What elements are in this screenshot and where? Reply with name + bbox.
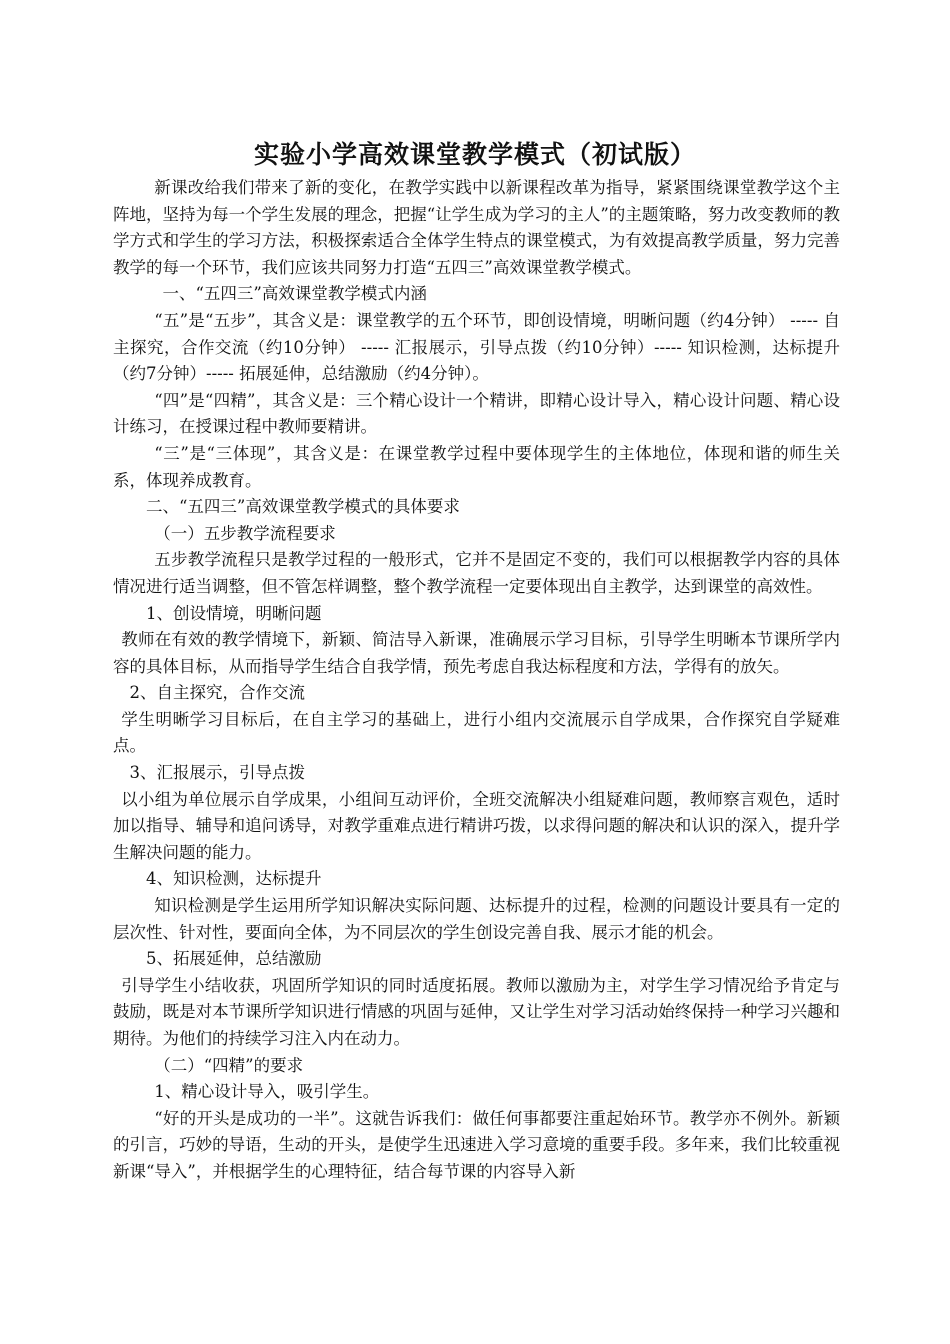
paragraph-step-4: 知识检测是学生运用所学知识解决实际问题、达标提升的过程，检测的问题设计要具有一定的层次性、针对性，要面向全体，为不同层次的学生创设完善自我、展示才能的机会。	[113, 896, 840, 942]
paragraph-three-reflect: “三”是“三体现”，其含义是：在课堂教学过程中要体现学生的主体地位，体现和谐的师生关系，体现养成教育。	[113, 443, 840, 490]
precise-heading-1: 1、精心设计导入，吸引学生。	[154, 1082, 380, 1102]
step-heading-1: 1、创设情境，明晰问题	[146, 603, 322, 623]
paragraph-step-3: 以小组为单位展示自学成果，小组间互动评价，全班交流解决小组疑难问题，教师察言观色，适时加以指导、辅导和追问诱导，对教学重难点进行精讲巧拨，以求得问题的解决和认识的深入，提升学生解决问题的能力。	[113, 789, 840, 862]
subsection-heading-1: （一）五步教学流程要求	[154, 523, 336, 543]
step-heading-5: 5、拓展延伸，总结激励	[146, 949, 322, 969]
step-heading-3: 3、汇报展示，引导点拨	[129, 763, 305, 783]
document-title: 实验小学高效课堂教学模式（初试版）	[253, 140, 696, 169]
section-heading-2: 二、“五四三”高效课堂教学模式的具体要求	[146, 497, 460, 517]
subsection-heading-2: （二）“四精”的要求	[154, 1055, 304, 1075]
paragraph-step-2: 学生明晰学习目标后，在自主学习的基础上，进行小组内交流展示自学成果，合作探究自学疑难点。	[113, 709, 840, 756]
paragraph-flow-requirements: 五步教学流程只是教学过程的一般形式，它并不是固定不变的，我们可以根据教学内容的具体情况进行适当调整，但不管怎样调整，整个教学流程一定要体现出自主教学，达到课堂的高效性。	[113, 550, 840, 596]
paragraph-step-5: 引导学生小结收获，巩固所学知识的同时适度拓展。教师以激励为主，对学生学习情况给予肯定与鼓励，既是对本节课所学知识进行情感的巩固与延伸，又让学生对学习活动始终保持一种学习兴趣和期待。为他们的持续学习注入内在动力。	[113, 975, 840, 1048]
step-heading-4: 4、知识检测，达标提升	[146, 869, 322, 889]
intro-paragraph: 新课改给我们带来了新的变化，在教学实践中以新课程改革为指导，紧紧围绕课堂教学这个主阵地，坚持为每一个学生发展的理念，把握“让学生成为学习的主人”的主题策略，努力改变教师的教学方式和学生的学习方法，积极探索适合全体学生特点的课堂模式，为有效提高教学质量，努力完善教学的每一个环节，我们应该共同努力打造“五四三”高效课堂教学模式。	[113, 178, 840, 277]
document-body	[113, 175, 840, 1186]
paragraph-precise-1: “好的开头是成功的一半”。这就告诉我们：做任何事都要注重起始环节。教学亦不例外。新颖的引言，巧妙的导语，生动的开头，是使学生迅速进入学习意境的重要手段。多年来，我们比较重视新课“导入”，并根据学生的心理特征，结合每节课的内容导入新	[113, 1108, 840, 1181]
step-heading-2: 2、自主探究，合作交流	[129, 683, 305, 703]
section-heading-1: 一、“五四三”高效课堂教学模式内涵	[162, 284, 427, 304]
paragraph-five-steps: “五”是“五步”，其含义是：课堂教学的五个环节，即创设情境，明晰问题（约4分钟） ----- 自主探究，合作交流（约10分钟） ----- 汇报展示，引导点拨（约10分钟）----- 知识检测，达标提升（约7分钟）----- 拓展延伸，总结激励（约4分钟）。	[113, 310, 840, 384]
paragraph-step-1: 教师在有效的教学情境下，新颖、简洁导入新课，准确展示学习目标，引导学生明晰本节课所学内容的具体目标，从而指导学生结合自我学情，预先考虑自我达标程度和方法，学得有的放矢。	[113, 630, 840, 676]
paragraph-four-precise: “四”是“四精”，其含义是：三个精心设计一个精讲，即精心设计导入，精心设计问题、精心设计练习，在授课过程中教师要精讲。	[113, 390, 840, 437]
